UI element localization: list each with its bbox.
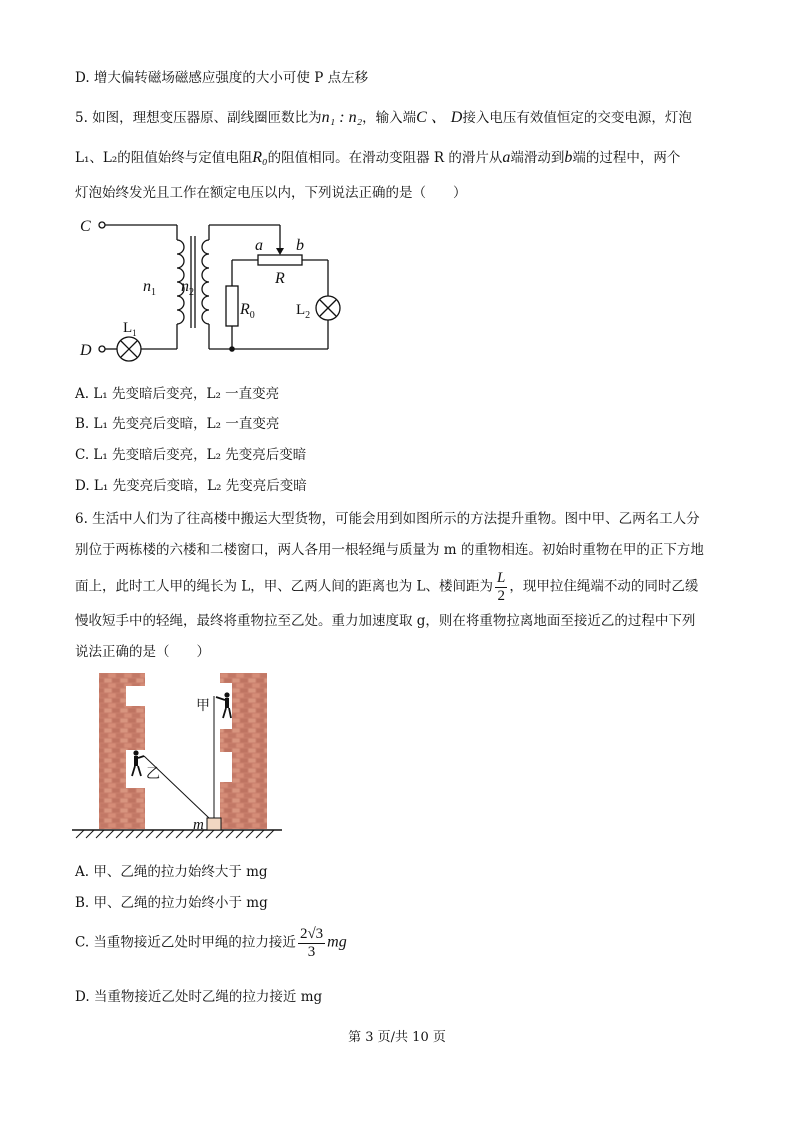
mg-symbol: mg	[327, 933, 347, 951]
q5-option-b: B. L₁ 先变亮后变暗，L₂ 一直变亮	[75, 416, 280, 432]
buildings-diagram	[72, 668, 294, 840]
label-n1: $n_1$	[143, 278, 156, 298]
fraction-2root3-over-3: $\frac{2√3}{3}$	[299, 926, 324, 960]
a-symbol: a	[502, 149, 511, 166]
resistor-r0	[226, 286, 238, 326]
q5-text: 5. 如图，理想变压器原、副线圈匝数比为	[75, 110, 322, 126]
q5-text: 的阻值相同。在滑动变阻器 R 的滑片从	[267, 150, 503, 166]
r0-symbol: R₀	[252, 149, 268, 166]
label-r: R	[275, 270, 285, 287]
rope-yi	[144, 756, 209, 818]
secondary-coil	[202, 240, 209, 324]
q5-option-a: A. L₁ 先变暗后变亮，L₂ 一直变亮	[75, 386, 280, 402]
q6-option-a: A. 甲、乙绳的拉力始终大于 mg	[75, 864, 268, 880]
q6-option-d: D. 当重物接近乙处时乙绳的拉力接近 mg	[75, 989, 323, 1005]
transformer-circuit-diagram	[72, 208, 362, 368]
turns-ratio: n₁ : n₂	[321, 109, 363, 126]
q5-option-c: C. L₁ 先变暗后变亮，L₂ 先变亮后变暗	[75, 447, 307, 463]
b-symbol: b	[564, 149, 573, 166]
junction-dot	[229, 346, 235, 352]
slider-arrow-icon	[276, 248, 284, 255]
label-b: b	[296, 237, 304, 254]
label-a: a	[255, 237, 263, 254]
label-m: m	[193, 817, 204, 833]
terminals-cd: C 、 D	[416, 109, 463, 126]
q4-option-d: D. 增大偏转磁场磁感应强度的大小可使 P 点左移	[75, 70, 369, 86]
label-c: C	[80, 218, 91, 235]
q5-text: 端滑动到	[510, 150, 565, 166]
terminal-c	[99, 222, 105, 228]
q5-text: L₁、L₂的阻值始终与定值电阻	[75, 150, 253, 166]
q6-stem-line4: 慢收短手中的轻绳，最终将重物拉至乙处。重力加速度取 g，则在将重物拉离地面至接近乙的过程中下列	[75, 613, 696, 629]
q6-stem-line2: 别位于两栋楼的六楼和二楼窗口，两人各用一根轻绳与质量为 m 的重物相连。初始时重物在甲的正下方地	[75, 542, 704, 558]
fraction-l-over-2: $\frac{L}{2}$	[497, 570, 506, 604]
mass-block	[207, 818, 221, 830]
label-d: D	[80, 342, 92, 359]
q5-text: ，输入端	[362, 110, 417, 126]
page-footer: 第 3 页/共 10 页	[348, 1030, 446, 1045]
q6-stem-line3	[75, 570, 698, 604]
q5-text: 端的过程中，两个	[572, 150, 681, 166]
q6-text: 面上，此时工人甲的绳长为 L，甲、乙两人间的距离也为 L、楼间距为	[75, 578, 494, 595]
q6-option-b: B. 甲、乙绳的拉力始终小于 mg	[75, 895, 268, 911]
q6-option-c-text: C. 当重物接近乙处时甲绳的拉力接近	[75, 934, 296, 951]
label-n2: $n_2$	[181, 278, 194, 298]
label-l1: $L_1$	[123, 320, 137, 338]
q5-text: 接入电压有效值恒定的交变电源，灯泡	[462, 110, 692, 126]
q5-stem-line3: 灯泡始终发光且工作在额定电压以内，下列说法正确的是（ ）	[75, 185, 467, 201]
rheostat-r	[258, 255, 302, 265]
label-jia: 甲	[196, 699, 210, 714]
terminal-d	[99, 346, 105, 352]
q5-stem-line2	[75, 146, 680, 167]
label-yi: 乙	[146, 767, 160, 782]
label-l2: $L_2$	[296, 302, 311, 321]
q5-option-d: D. L₁ 先变亮后变暗，L₂ 先变亮后变暗	[75, 478, 307, 494]
label-r0: $R_0$	[240, 301, 255, 321]
q6-text: ，现甲拉住绳端不动的同时乙缓	[509, 578, 699, 595]
q6-stem-line1: 6. 生活中人们为了往高楼中搬运大型货物，可能会用到如图所示的方法提升重物。图中甲、乙两名工人分	[75, 511, 700, 527]
q6-stem-line5: 说法正确的是（ ）	[75, 644, 210, 660]
q5-stem-line1	[75, 104, 692, 127]
q6-option-c	[75, 926, 347, 960]
